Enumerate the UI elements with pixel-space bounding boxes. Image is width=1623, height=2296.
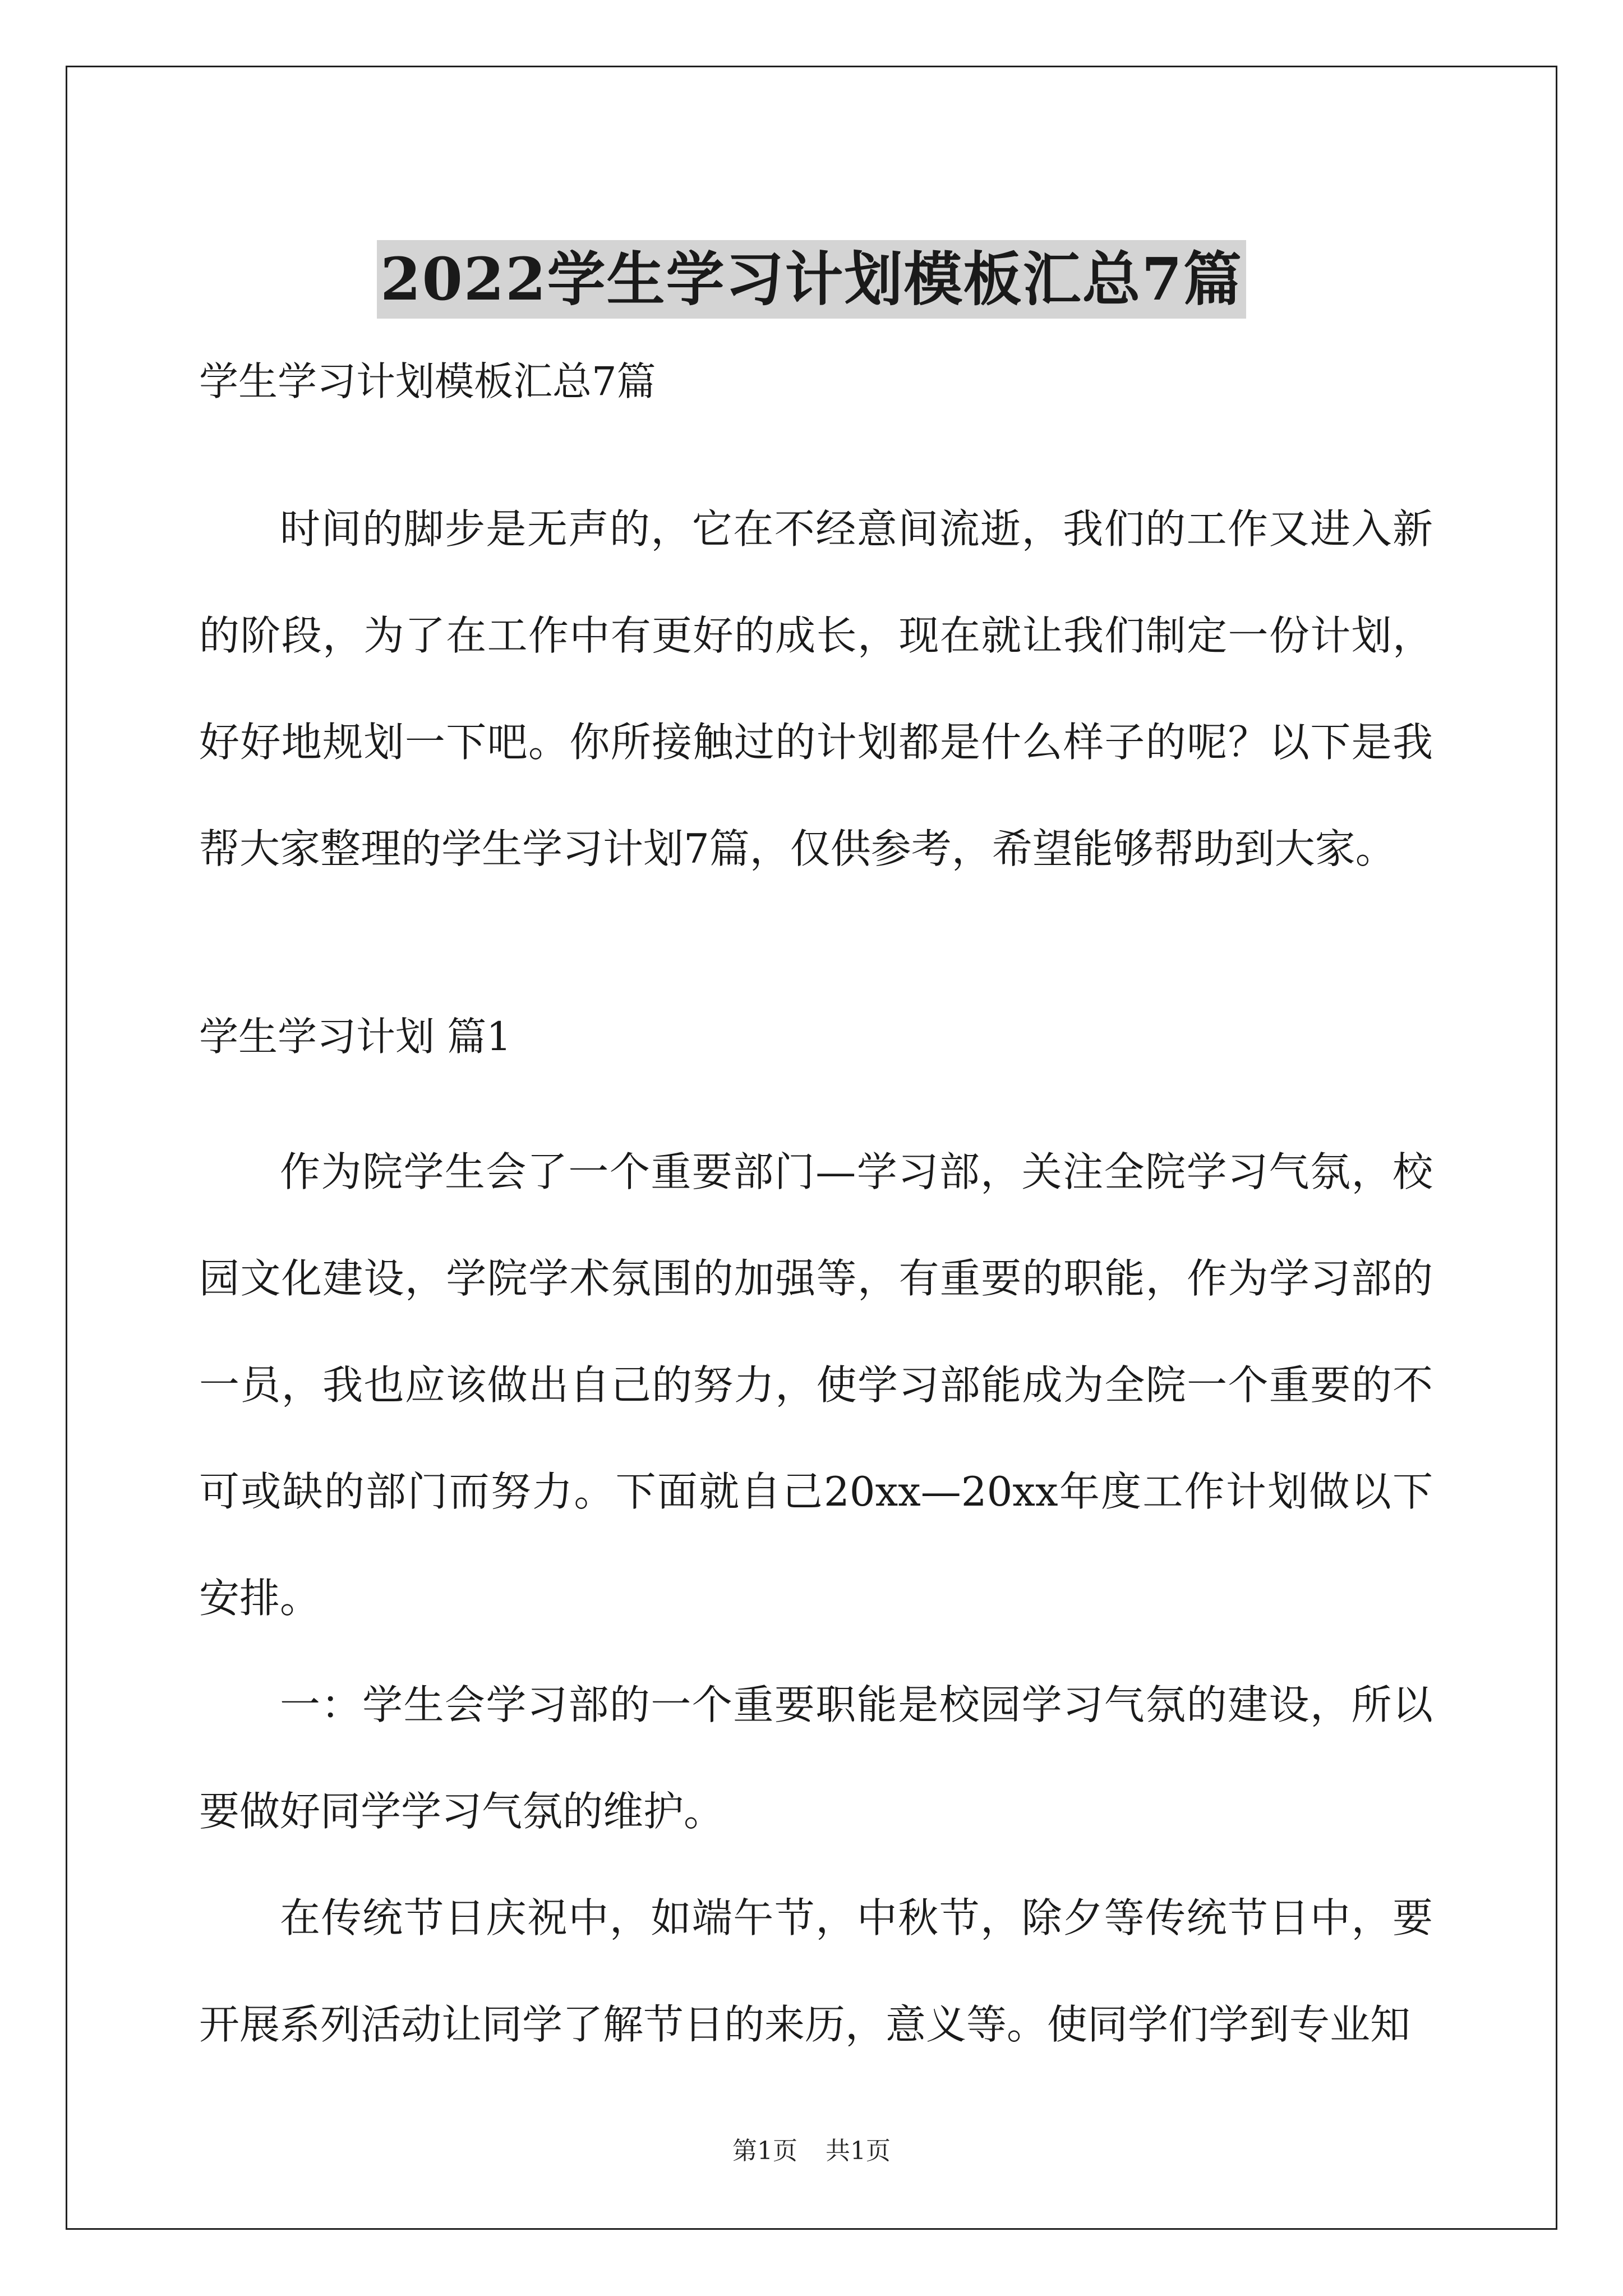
- title-wrap: [0, 201, 1623, 357]
- body-paragraph-2: 一：学生会学习部的一个重要职能是校园学习气氛的建设，所以要做好同学学习气氛的维护。: [199, 1681, 1433, 1835]
- document-subtitle: 学生学习计划模板汇总7篇: [199, 358, 656, 404]
- intro-paragraph: 时间的脚步是无声的，它在不经意间流逝，我们的工作又进入新的阶段，为了在工作中有更好的成长，现在就让我们制定一份计划，好好地规划一下吧。你所接触过的计划都是什么样子的呢？以下是我帮大家整理的学生学习计划7篇，仅供参考，希望能够帮助到大家。: [199, 505, 1433, 872]
- body-paragraph-1: 作为院学生会了一个重要部门—学习部，关注全院学习气氛，校园文化建设，学院学术氛围的加强等，有重要的职能，作为学习部的一员，我也应该做出自己的努力，使学习部能成为全院一个重要的不可或缺的部门而努力。下面就自己20xx—20xx年度工作计划做以下安排。: [199, 1148, 1433, 1622]
- body-paragraph-3: 在传统节日庆祝中，如端午节，中秋节，除夕等传统节日中，要开展系列活动让同学了解节日的来历，意义等。使同学们学到专业知: [199, 1894, 1433, 2048]
- section-heading: 学生学习计划 篇1: [199, 1014, 511, 1060]
- page-number: 第1页: [732, 2137, 797, 2165]
- document-title: 2022学生学习计划模板汇总7篇: [377, 240, 1246, 319]
- page-footer: [0, 2134, 1623, 2168]
- document-body: [199, 353, 1433, 2078]
- page-total: 共1页: [826, 2137, 891, 2165]
